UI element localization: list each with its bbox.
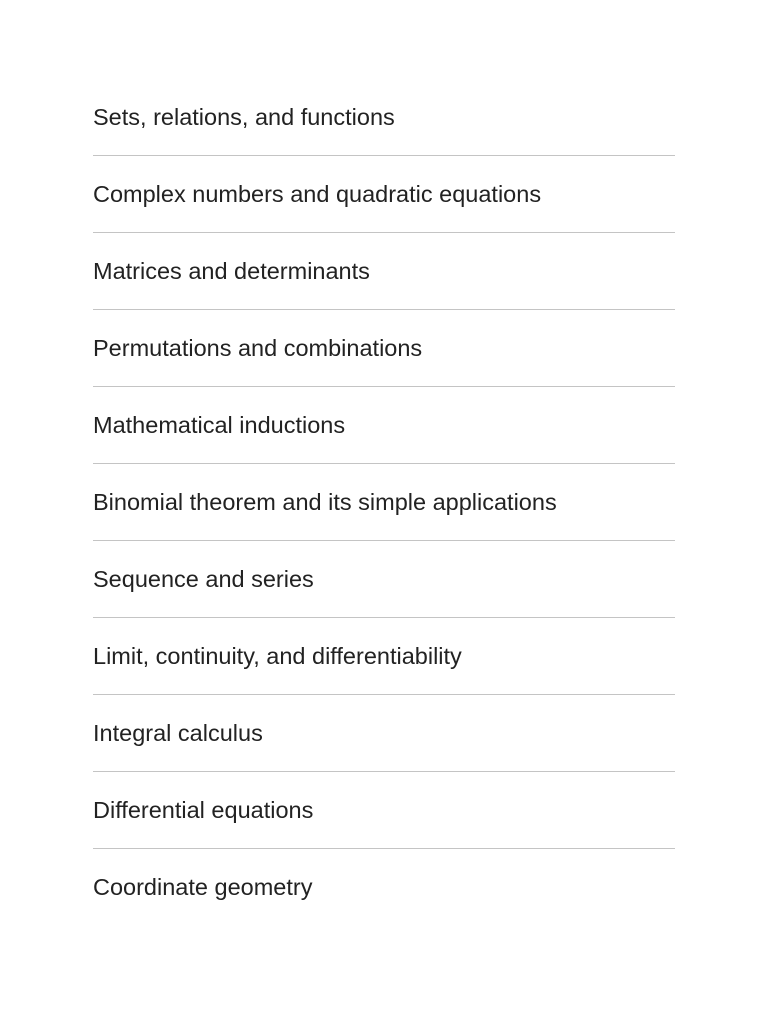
topic-item: Integral calculus (93, 695, 675, 772)
topic-list (93, 79, 675, 926)
topic-item: Matrices and determinants (93, 233, 675, 310)
topic-item: Mathematical inductions (93, 387, 675, 464)
topic-item: Coordinate geometry (93, 874, 313, 901)
topic-item: Limit, continuity, and differentiability (93, 618, 675, 695)
topic-item: Sequence and series (93, 541, 675, 618)
topic-item: Differential equations (93, 772, 675, 849)
topic-item: Binomial theorem and its simple applications (93, 464, 675, 541)
topic-item: Complex numbers and quadratic equations (93, 156, 675, 233)
topic-item: Permutations and combinations (93, 310, 675, 387)
topic-item: Sets, relations, and functions (93, 79, 675, 156)
